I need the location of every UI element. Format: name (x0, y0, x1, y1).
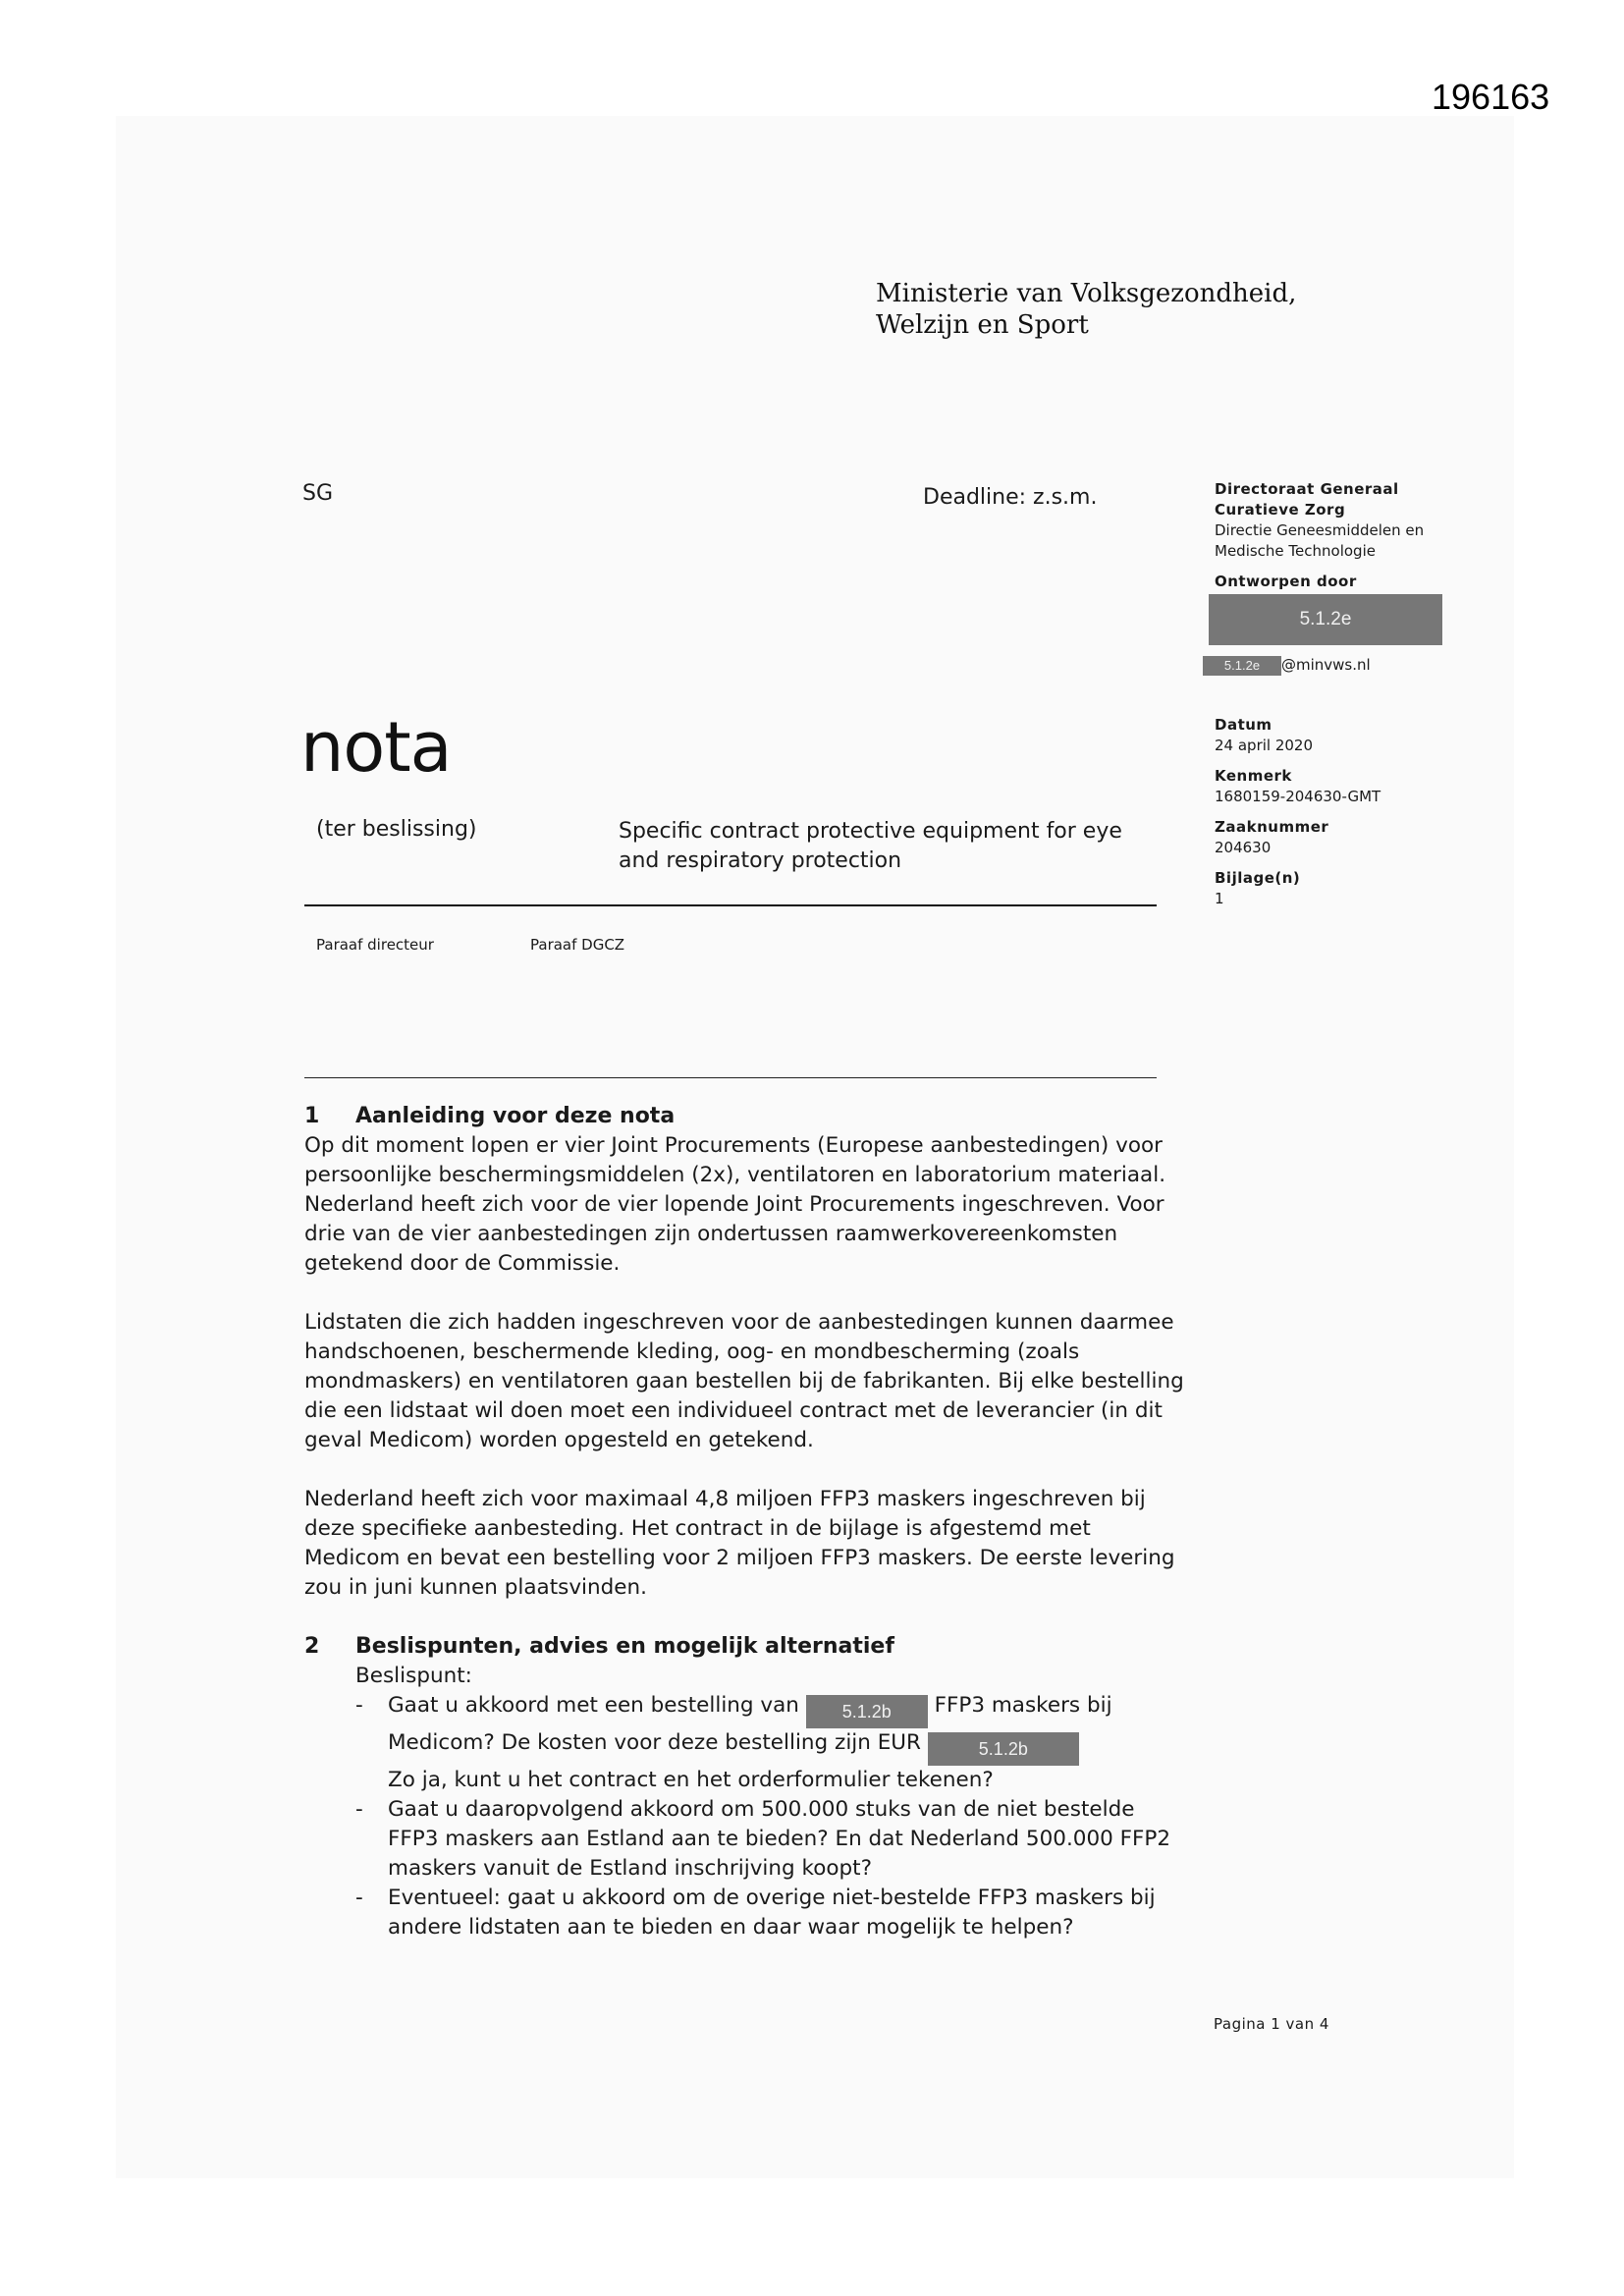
paraaf-dgcz: Paraaf DGCZ (530, 936, 625, 954)
divider (304, 904, 1157, 906)
section-title: Aanleiding voor deze nota (355, 1104, 676, 1128)
page-number: Pagina 1 van 4 (1214, 2015, 1329, 2033)
bullet-text: Gaat u daaropvolgend akkoord om 500.000 stuks van de niet bestelde FFP3 maskers aan Estland aan te bieden? En dat Nederland 500.000 FFP2 maskers vanuit de Estland inschrijving koopt? (388, 1797, 1171, 1881)
decision-point-label: Beslispunt: (355, 1664, 472, 1688)
addressee: SG (302, 481, 334, 506)
case-number-label: Zaaknummer (1215, 818, 1329, 836)
list-item (355, 1884, 1188, 1942)
email-redaction: 5.1.2e (1203, 656, 1281, 676)
decision-points (355, 1662, 1188, 1942)
decision-list (355, 1691, 1188, 1942)
list-item (355, 1795, 1188, 1884)
deadline: Deadline: z.s.m. (923, 485, 1098, 510)
document-subject: Specific contract protective equipment for eye and respiratory protection (619, 819, 1122, 873)
ministry-line-1: Ministerie van Volksgezondheid, (876, 279, 1297, 308)
paragraph: Nederland heeft zich voor maximaal 4,8 miljoen FFP3 maskers ingeschreven bij deze specifieke aanbesteding. Het contract in de bijlage is afgestemd met Medicom en bevat een bestelling voor 2 miljoen FFP3 maskers. De eerste levering zou in juni kunnen plaatsvinden. (304, 1487, 1175, 1600)
section-heading (304, 1102, 1188, 1131)
ministry-logo-text (876, 278, 1296, 341)
designed-by-label: Ontworpen door (1215, 573, 1357, 590)
bullet-dash: - (355, 1693, 363, 1718)
document-title: nota (300, 707, 452, 788)
metadata-sidebar (1215, 479, 1460, 909)
department-name-1: Directoraat Generaal (1215, 480, 1399, 498)
section-number: 1 (304, 1104, 320, 1128)
attachments-value: 1 (1215, 890, 1224, 907)
bullet-text: Zo ja, kunt u het contract en het orderformulier tekenen? (388, 1768, 994, 1792)
email-line (1203, 655, 1460, 676)
case-number-value: 204630 (1215, 839, 1272, 856)
bullet-text: Gaat u akkoord met een bestelling van (388, 1693, 799, 1718)
document-body (304, 1102, 1188, 1942)
reference-value: 1680159-204630-GMT (1215, 788, 1381, 805)
paragraph: Op dit moment lopen er vier Joint Procurements (Europese aanbestedingen) voor persoonlijke beschermingsmiddelen (2x), ventilatoren en laboratorium materiaal. Nederland heeft zich voor de vier lopende Joint Procurements ingeschreven. Voor drie van de vier aanbestedingen zijn ondertussen raamwerkovereenkomsten getekend door de Commissie. (304, 1133, 1166, 1276)
redaction-box: 5.1.2b (806, 1695, 928, 1728)
reference-label: Kenmerk (1215, 767, 1292, 785)
attachments-label: Bijlage(n) (1215, 869, 1301, 887)
redaction-box: 5.1.2b (928, 1732, 1079, 1766)
list-item (355, 1691, 1188, 1795)
date-label: Datum (1215, 716, 1272, 734)
document-number: 196163 (1432, 77, 1550, 117)
designed-by-redaction: 5.1.2e (1209, 594, 1442, 645)
paraaf-director: Paraaf directeur (316, 936, 434, 954)
section-title: Beslispunten, advies en mogelijk alternatief (355, 1634, 894, 1659)
date-value: 24 april 2020 (1215, 737, 1314, 754)
department-name-2: Curatieve Zorg (1215, 501, 1346, 519)
ministry-line-2: Welzijn en Sport (876, 310, 1089, 340)
directorate-name-1: Directie Geneesmiddelen en (1215, 521, 1425, 539)
section-heading (304, 1632, 1188, 1662)
bullet-dash: - (355, 1886, 363, 1910)
document-status: (ter beslissing) (316, 817, 477, 842)
bullet-text: Eventueel: gaat u akkoord om de overige niet-bestelde FFP3 maskers bij andere lidstaten aan te bieden en daar waar mogelijk te helpen? (388, 1886, 1156, 1940)
directorate-name-2: Medische Technologie (1215, 542, 1376, 560)
section-number: 2 (304, 1634, 320, 1659)
bullet-text: FFP3 maskers bij Medicom? De kosten voor deze bestelling zijn EUR (388, 1693, 1112, 1755)
email-domain: @minvws.nl (1281, 656, 1371, 674)
bullet-dash: - (355, 1797, 363, 1822)
divider (304, 1077, 1157, 1078)
paragraph: Lidstaten die zich hadden ingeschreven voor de aanbestedingen kunnen daarmee handschoenen, beschermende kleding, oog- en mondbescherming (zoals mondmaskers) en ventilatoren gaan bestellen bij de fabrikanten. Bij elke bestelling die een lidstaat wil doen moet een individueel contract met de leverancier (in dit geval Medicom) worden opgesteld en getekend. (304, 1310, 1184, 1452)
